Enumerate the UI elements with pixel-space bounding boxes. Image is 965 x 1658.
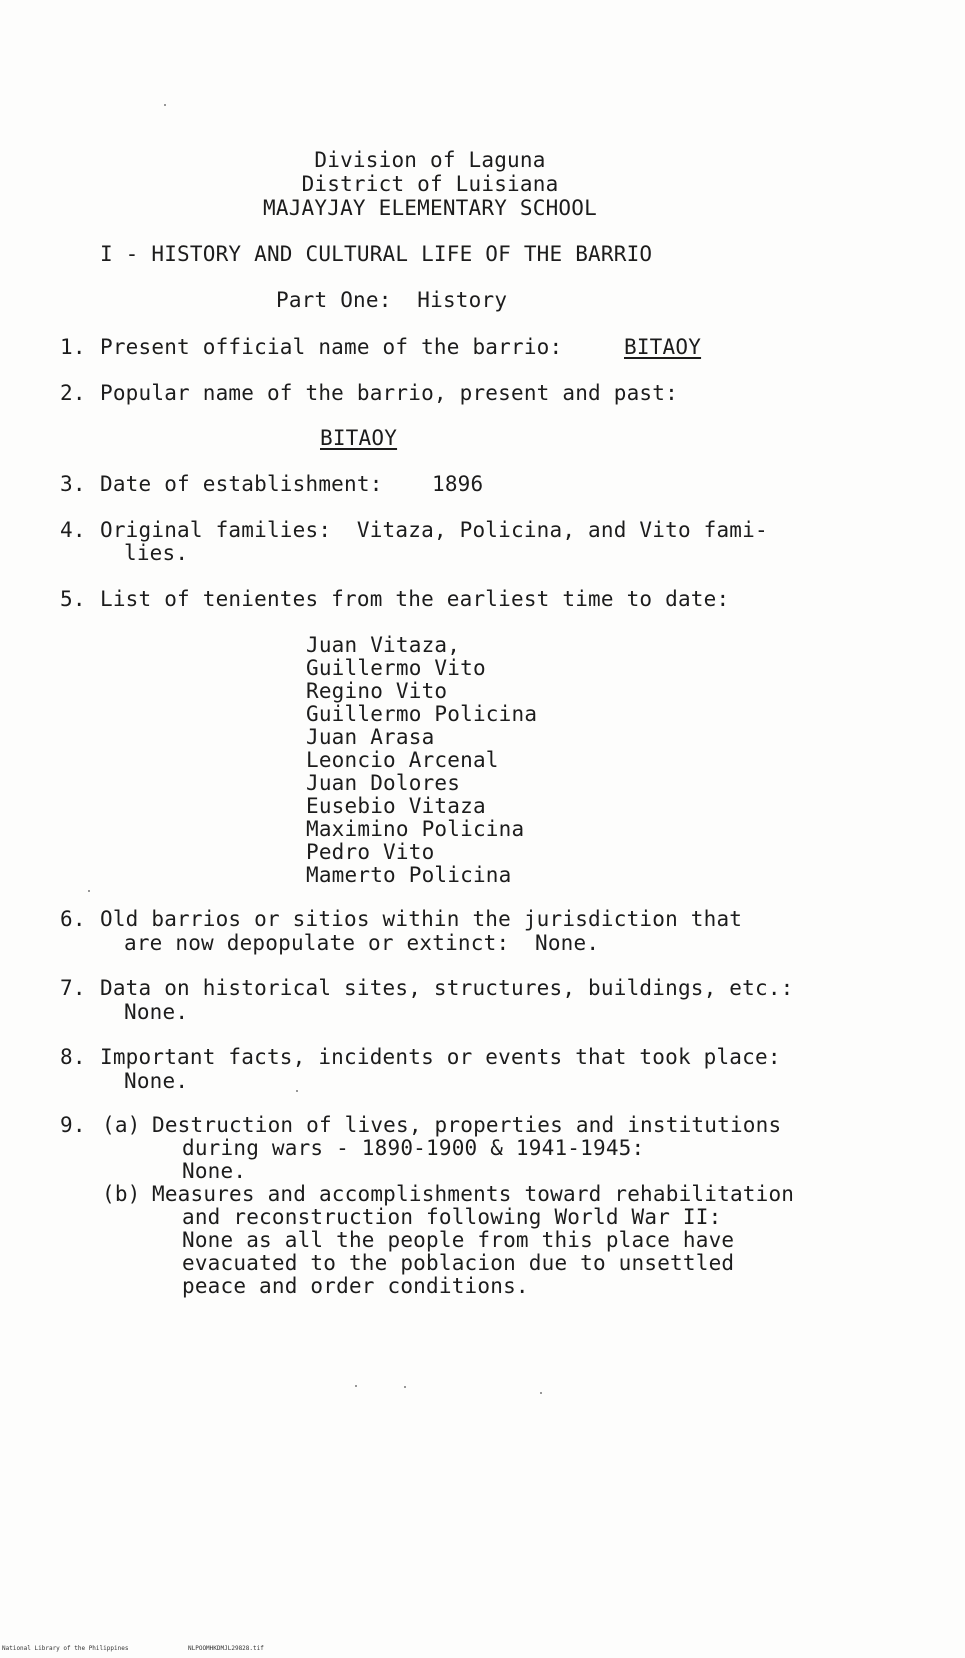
item-9a-line-3: None. — [182, 1159, 247, 1183]
item-4-line-1: Original families: Vitaza, Policina, and Vito fami- — [100, 518, 768, 542]
teniente-name: Guillermo Policina — [306, 702, 538, 726]
item-9b-line-2: and reconstruction following World War II: — [182, 1205, 722, 1229]
item-1-number: 1. — [60, 335, 86, 359]
item-6-number: 6. — [60, 907, 86, 931]
item-4-number: 4. — [60, 518, 86, 542]
scan-speck — [164, 104, 166, 106]
teniente-name: Juan Dolores — [306, 771, 461, 795]
item-9b-line-1: Measures and accomplishments toward rehabilitation — [152, 1182, 795, 1206]
item-8-number: 8. — [60, 1045, 86, 1069]
item-1-label: Present official name of the barrio: — [100, 335, 563, 359]
header-school: MAJAYJAY ELEMENTARY SCHOOL — [263, 196, 597, 220]
item-7-number: 7. — [60, 976, 86, 1000]
item-5-label: List of tenientes from the earliest time to date: — [100, 587, 730, 611]
item-6-line-2: are now depopulate or extinct: None. — [124, 931, 600, 955]
item-9b-line-5: peace and order conditions. — [182, 1274, 529, 1298]
item-2-label: Popular name of the barrio, present and past: — [100, 381, 678, 405]
header-division: Division of Laguna — [314, 148, 546, 172]
scan-speck — [404, 1386, 406, 1388]
teniente-name: Leoncio Arcenal — [306, 748, 499, 772]
scan-speck — [296, 1090, 298, 1092]
item-4-line-2: lies. — [124, 541, 189, 565]
item-9b-marker: (b) — [102, 1182, 141, 1206]
item-7-line-1: Data on historical sites, structures, buildings, etc.: — [100, 976, 794, 1000]
item-9b-line-3: None as all the people from this place have — [182, 1228, 735, 1252]
teniente-name: Juan Arasa — [306, 725, 435, 749]
establishment-date: 1896 — [432, 472, 484, 496]
item-9a-line-1: Destruction of lives, properties and institutions — [152, 1113, 782, 1137]
item-9a-marker: (a) — [102, 1113, 141, 1137]
footer-filename: NLPOOMHKDMJL29828.tif — [188, 1645, 264, 1652]
item-3-number: 3. — [60, 472, 86, 496]
item-7-line-2: None. — [124, 1000, 189, 1024]
teniente-name: Juan Vitaza, — [306, 633, 461, 657]
scan-speck — [88, 890, 90, 892]
teniente-name: Eusebio Vitaza — [306, 794, 486, 818]
item-2-number: 2. — [60, 381, 86, 405]
teniente-name: Pedro Vito — [306, 840, 435, 864]
section-title: I - HISTORY AND CULTURAL LIFE OF THE BARRIO — [100, 242, 653, 266]
footer-library: National Library of the Philippines — [2, 1645, 129, 1652]
item-9b-line-4: evacuated to the poblacion due to unsettled — [182, 1251, 735, 1275]
scan-speck — [355, 1385, 357, 1387]
item-6-line-1: Old barrios or sitios within the jurisdiction that — [100, 907, 743, 931]
part-title: Part One: History — [276, 288, 508, 312]
item-3-label: Date of establishment: — [100, 472, 383, 496]
teniente-name: Mamerto Policina — [306, 863, 512, 887]
teniente-name: Regino Vito — [306, 679, 448, 703]
barrio-popular-name: BITAOY — [320, 426, 398, 450]
header-district: District of Luisiana — [301, 172, 559, 196]
item-5-number: 5. — [60, 587, 86, 611]
item-8-line-2: None. — [124, 1069, 189, 1093]
teniente-name: Guillermo Vito — [306, 656, 486, 680]
item-9-number: 9. — [60, 1113, 86, 1137]
barrio-official-name: BITAOY — [624, 335, 702, 359]
item-8-line-1: Important facts, incidents or events that took place: — [100, 1045, 781, 1069]
scan-speck — [540, 1392, 542, 1394]
teniente-name: Maximino Policina — [306, 817, 525, 841]
item-9a-line-2: during wars - 1890-1900 & 1941-1945: — [182, 1136, 645, 1160]
